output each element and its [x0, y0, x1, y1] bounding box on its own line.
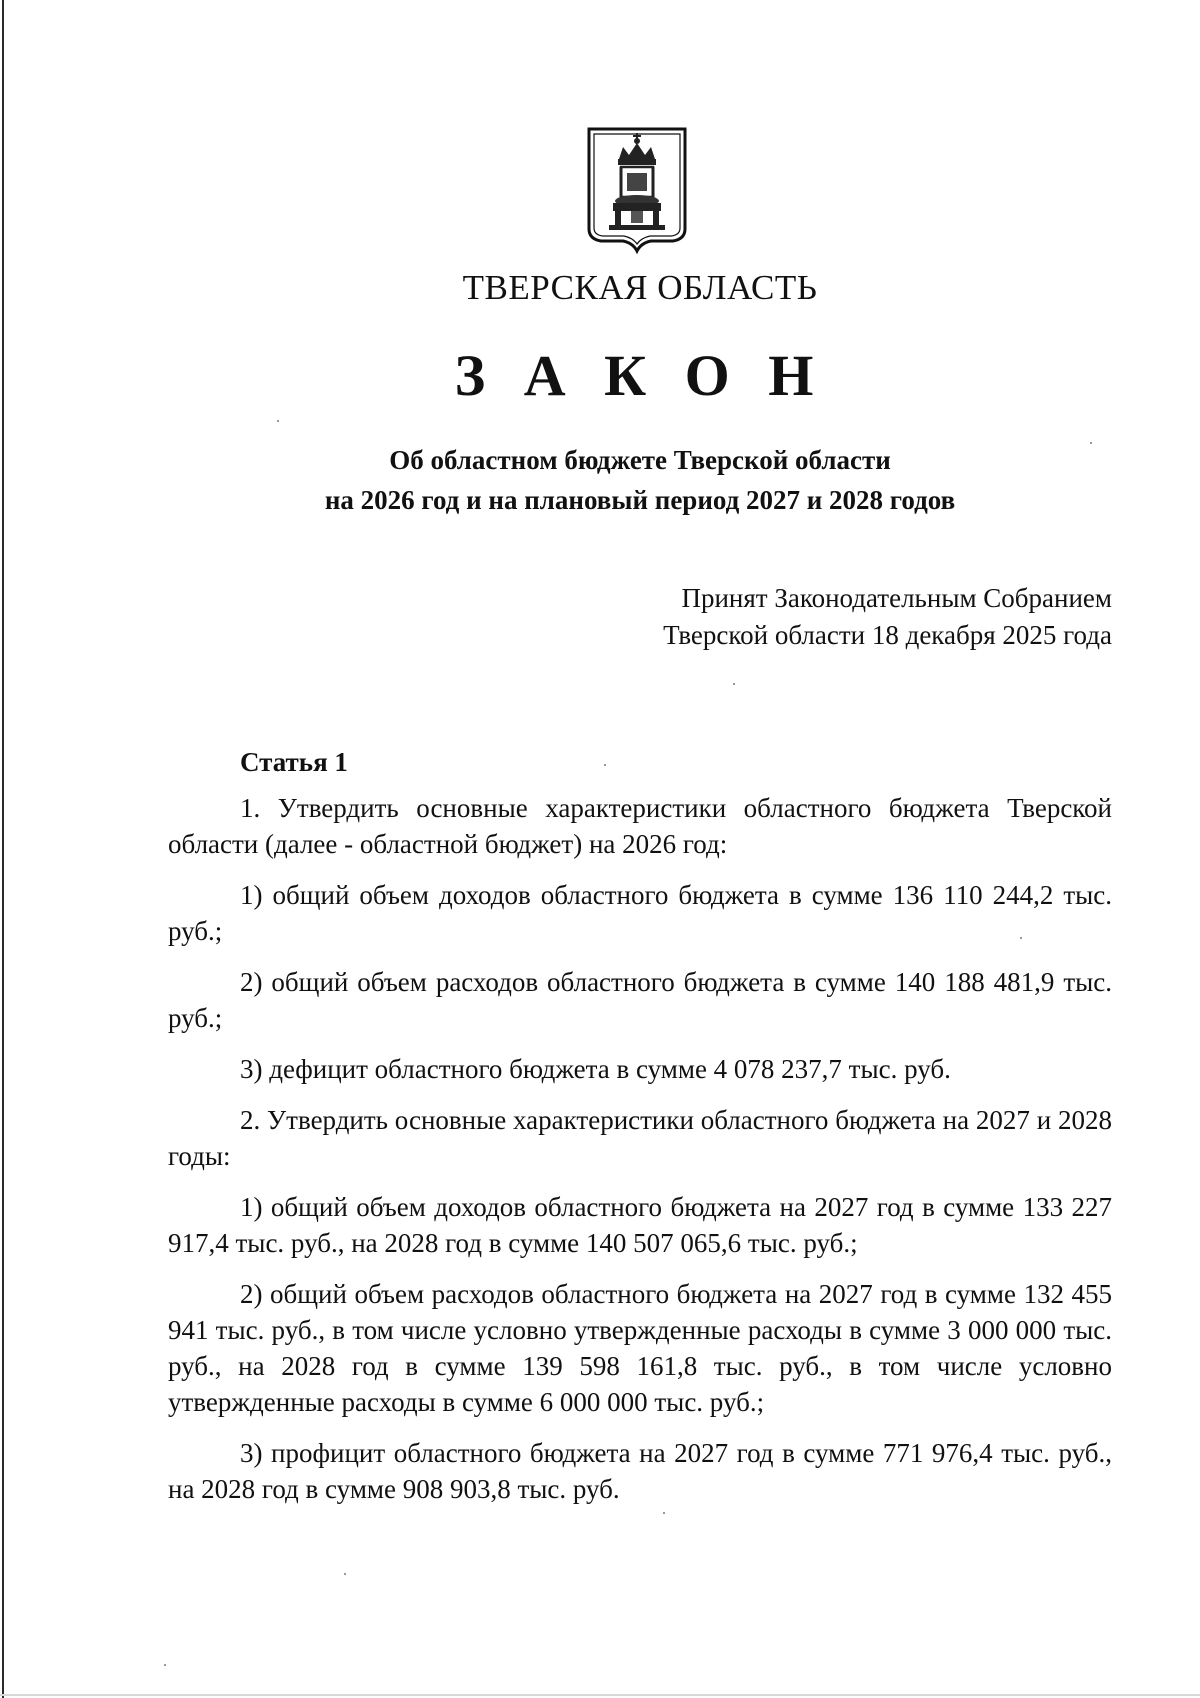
region-name: ТВЕРСКАЯ ОБЛАСТЬ	[462, 268, 818, 307]
article-paragraph: 1) общий объем доходов областного бюджета на 2027 год в сумме 133 227 917,4 тыс. руб., на 2028 год в сумме 140 507 065,6 тыс. руб.;	[168, 1192, 1112, 1258]
scan-bottom-edge	[0, 1694, 1200, 1696]
article-paragraph: 1) общий объем доходов областного бюджета в сумме 136 110 244,2 тыс. руб.;	[168, 880, 1112, 946]
scan-speck	[164, 1664, 166, 1666]
law-subject-line-1: Об областном бюджете Тверской области	[389, 445, 891, 475]
article-paragraph: 3) профицит областного бюджета на 2027 год в сумме 771 976,4 тыс. руб., на 2028 год в сумме 908 903,8 тыс. руб.	[168, 1438, 1112, 1504]
adoption-line-1: Принят Законодательным Собранием	[681, 583, 1112, 613]
scan-speck	[1090, 442, 1092, 444]
scan-speck	[344, 1573, 346, 1575]
tver-coat-of-arms-icon	[585, 125, 689, 255]
adoption-line-2: Тверской области 18 декабря 2025 года	[663, 620, 1112, 650]
article-paragraph: 1. Утвердить основные характеристики областного бюджета Тверской области (далее - областной бюджет) на 2026 год:	[168, 793, 1112, 859]
law-title: З А К О Н	[454, 343, 826, 408]
law-body	[168, 744, 1112, 1522]
article-heading: Статья 1	[240, 747, 348, 777]
scan-speck	[604, 764, 606, 766]
article-paragraph: 2) общий объем расходов областного бюджета на 2027 год в сумме 132 455 941 тыс. руб., в том числе условно утвержденные расходы в сумме 3 000 000 тыс. руб., на 2028 год в сумме 139 598 161,8 тыс. руб., в том числе условно утвержденные расходы в сумме 6 000 000 тыс. руб.;	[168, 1279, 1112, 1417]
article-paragraph: 2) общий объем расходов областного бюджета в сумме 140 188 481,9 тыс. руб.;	[168, 967, 1112, 1033]
adoption-note	[663, 580, 1112, 654]
scan-speck	[733, 683, 735, 685]
article-paragraph: 3) дефицит областного бюджета в сумме 4 078 237,7 тыс. руб.	[240, 1054, 951, 1084]
scan-speck	[1020, 937, 1022, 939]
scan-speck	[663, 1512, 665, 1514]
law-subject-line-2: на 2026 год и на плановый период 2027 и 2028 годов	[324, 485, 956, 515]
article-paragraph: 2. Утвердить основные характеристики областного бюджета на 2027 и 2028 годы:	[168, 1105, 1112, 1171]
law-subject	[0, 440, 1200, 520]
scan-speck	[277, 420, 279, 422]
scan-left-edge	[2, 0, 4, 1698]
